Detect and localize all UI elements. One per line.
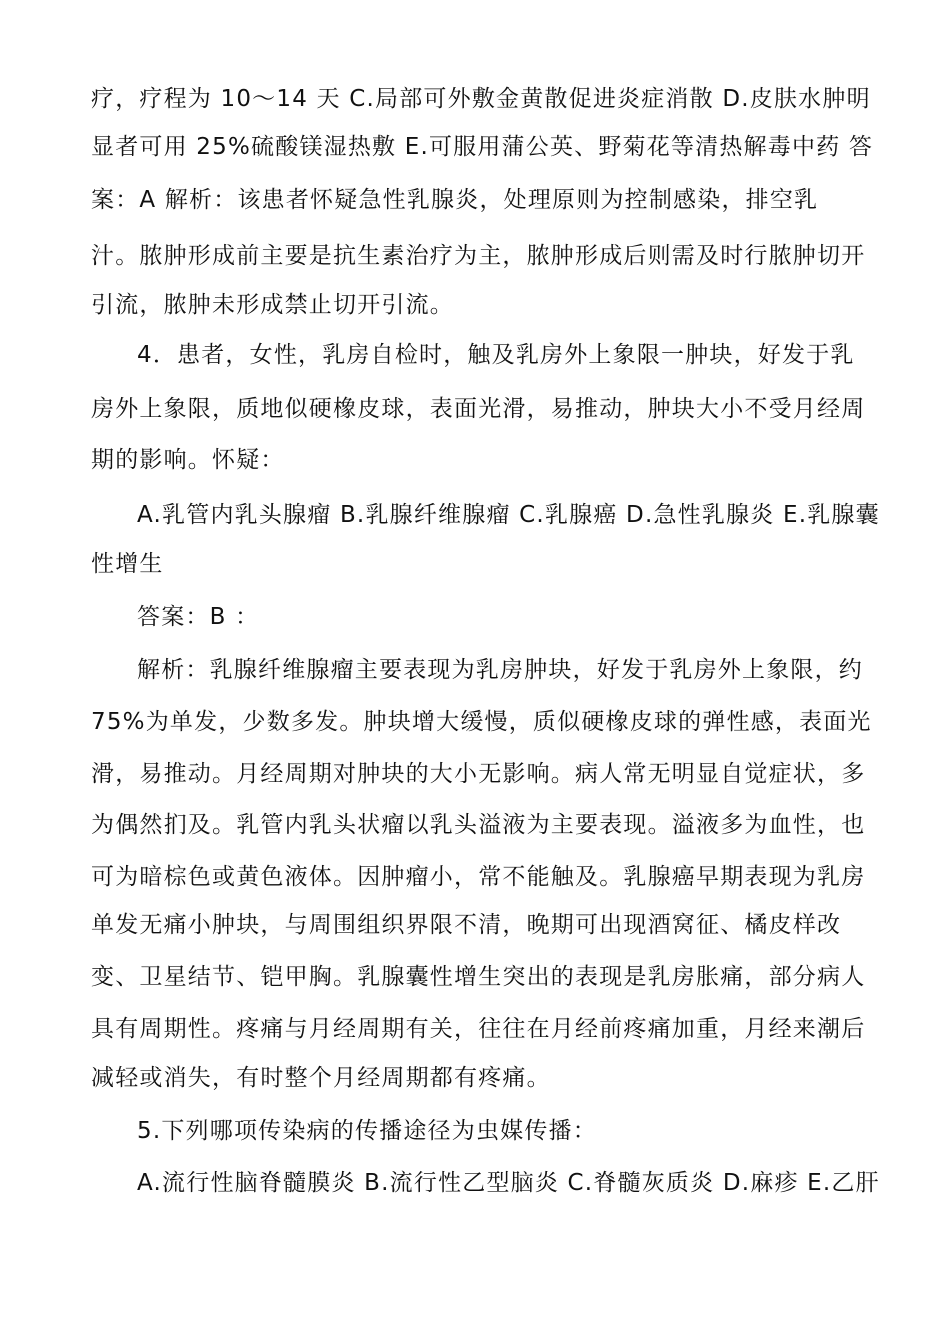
analysis-4: 解析：乳腺纤维腺瘤主要表现为乳房肿块，好发于乳房外上象限，约 (137, 657, 863, 683)
text-line: 期的影响。怀疑： (91, 447, 285, 473)
text-line: 可为暗棕色或黄色液体。因肿瘤小，常不能触及。乳腺癌早期表现为乳房 (91, 864, 866, 890)
text-line: 汁。脓肿形成前主要是抗生素治疗为主，脓肿形成后则需及时行脓肿切开 (91, 243, 866, 269)
text-line: 单发无痛小肿块，与周围组织界限不清，晚期可出现酒窝征、橘皮样改 (91, 912, 842, 938)
text-line: 案：A 解析：该患者怀疑急性乳腺炎，处理原则为控制感染，排空乳 (91, 187, 819, 213)
text-line: 减轻或消失，有时整个月经周期都有疼痛。 (91, 1065, 551, 1091)
text-line: 疗，疗程为 10～14 天 C.局部可外敷金黄散促进炎症消散 D.皮肤水肿明 (91, 86, 871, 112)
text-line: 滑，易推动。月经周期对肿块的大小无影响。病人常无明显自觉症状，多 (91, 761, 866, 787)
text-line: 具有周期性。疼痛与月经周期有关，往往在月经前疼痛加重，月经来潮后 (91, 1016, 866, 1042)
text-line: 引流，脓肿未形成禁止切开引流。 (91, 292, 454, 318)
text-line: 房外上象限，质地似硬橡皮球，表面光滑，易推动，肿块大小不受月经周 (91, 396, 866, 422)
question-5: 5.下列哪项传染病的传播途径为虫媒传播： (137, 1118, 597, 1144)
text-line: 变、卫星结节、铠甲胸。乳腺囊性增生突出的表现是乳房胀痛，部分病人 (91, 964, 866, 990)
text-line: 性增生 (91, 551, 164, 577)
question-5-options: A.流行性脑脊髓膜炎 B.流行性乙型脑炎 C.脊髓灰质炎 D.麻疹 E.乙肝 (137, 1170, 880, 1196)
answer-4: 答案：B ： (137, 604, 260, 630)
question-4-options: A.乳管内乳头腺瘤 B.乳腺纤维腺瘤 C.乳腺癌 D.急性乳腺炎 E.乳腺囊 (137, 502, 880, 528)
text-line: 75%为单发，少数多发。肿块增大缓慢，质似硬橡皮球的弹性感，表面光 (91, 709, 872, 735)
question-4: 4．患者，女性，乳房自检时，触及乳房外上象限一肿块，好发于乳 (137, 342, 855, 368)
text-line: 显者可用 25%硫酸镁湿热敷 E.可服用蒲公英、野菊花等清热解毒中药 答 (91, 134, 874, 160)
text-line: 为偶然扪及。乳管内乳头状瘤以乳头溢液为主要表现。溢液多为血性，也 (91, 812, 866, 838)
